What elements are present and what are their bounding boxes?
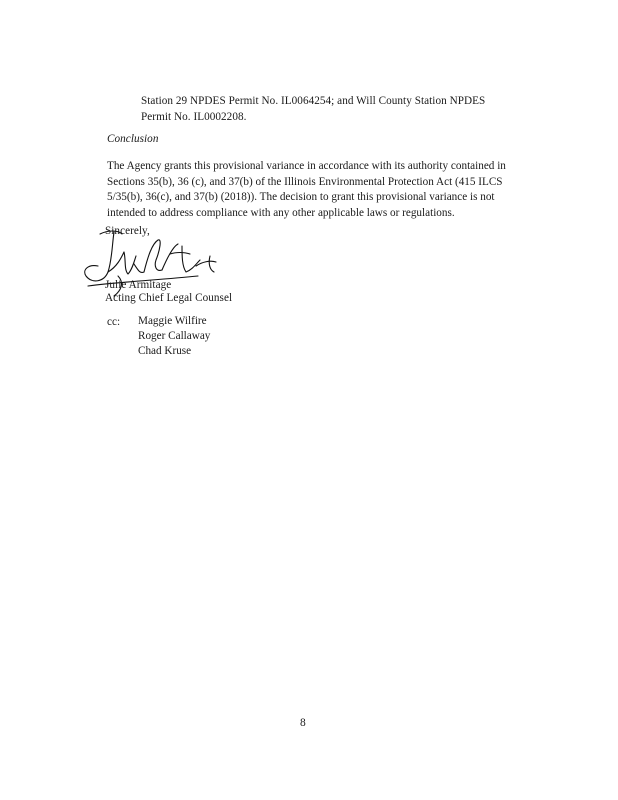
cc-recipient-list: [138, 314, 210, 359]
paragraph-line: Sections 35(b), 36 (c), and 37(b) of the Illinois Environmental Protection Act (415 ILCS: [107, 175, 503, 188]
cc-recipient: Roger Callaway: [138, 330, 211, 342]
cc-recipient: Maggie Wilfire: [138, 315, 207, 327]
permit-reference-line-2: Permit No. IL0002208.: [141, 111, 247, 123]
closing-salutation: Sincerely,: [105, 225, 150, 237]
page-number: 8: [300, 717, 306, 729]
cc-label: cc:: [107, 316, 121, 328]
signer-title: Acting Chief Legal Counsel: [105, 292, 233, 304]
conclusion-heading: Conclusion: [107, 133, 159, 145]
cc-recipient: Chad Kruse: [138, 345, 192, 357]
paragraph-line: intended to address compliance with any other applicable laws or regulations.: [107, 206, 455, 219]
permit-reference-line-1: Station 29 NPDES Permit No. IL0064254; and Will County Station NPDES: [141, 95, 486, 107]
signer-name: Julie Armitage: [105, 279, 172, 291]
conclusion-paragraph: [107, 159, 517, 221]
paragraph-line: 5/35(b), 36(c), and 37(b) (2018)). The decision to grant this provisional variance is not: [107, 191, 495, 203]
paragraph-line: The Agency grants this provisional variance in accordance with its authority contained in: [107, 160, 506, 172]
